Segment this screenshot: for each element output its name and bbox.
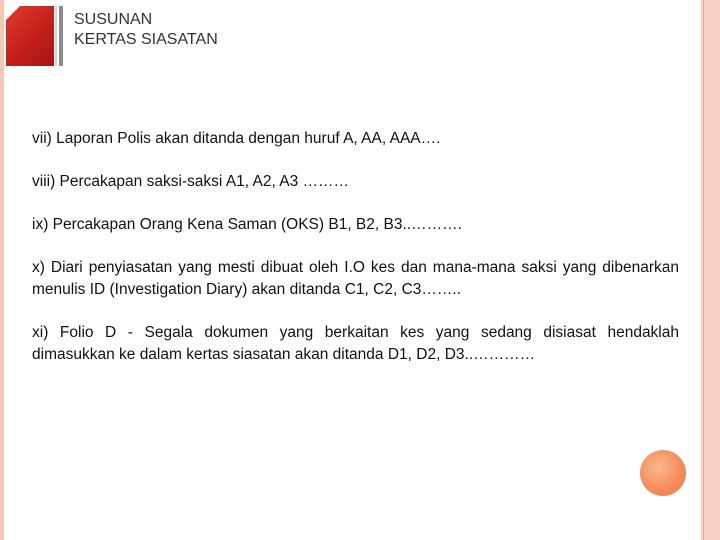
- slide-title-line-1: SUSUNAN: [74, 11, 153, 28]
- slide-title-line-2: KERTAS SIASATAN: [74, 31, 218, 48]
- slide-left-border: [0, 0, 4, 540]
- title-accent-corner: [6, 6, 20, 20]
- item-viii: viii) Percakapan saksi-saksi A1, A2, A3 ………: [32, 173, 350, 190]
- item-xi: xi) Folio D - Segala dokumen yang berkaitan kes yang sedang disiasat hendaklah dimasukkan ke dalam kertas siasatan akan ditanda D1, D2, D3..…………: [32, 324, 679, 363]
- title-divider-dark: [59, 6, 63, 66]
- slide-body: [32, 128, 679, 387]
- title-divider-light: [55, 6, 57, 66]
- item-ix: ix) Percakapan Orang Kena Saman (OKS) B1, B2, B3..……….: [32, 216, 462, 233]
- item-vii: vii) Laporan Polis akan ditanda dengan huruf A, AA, AAA….: [32, 130, 441, 147]
- item-x: x) Diari penyiasatan yang mesti dibuat oleh I.O kes dan mana-mana saksi yang dibenarkan menulis ID (Investigation Diary) akan ditanda C1, C2, C3……..: [32, 259, 679, 298]
- slide-title: [74, 10, 474, 50]
- slide-right-border-line: [703, 0, 704, 540]
- decorative-circle: [640, 450, 686, 496]
